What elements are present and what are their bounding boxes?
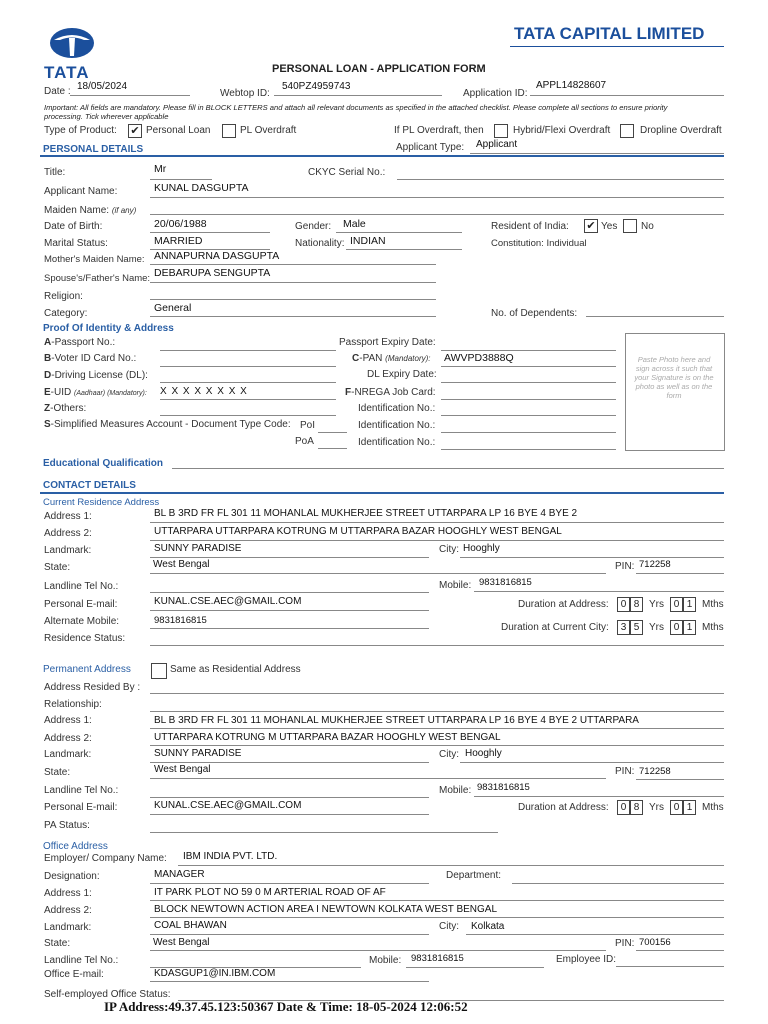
office-state-field[interactable]: West Bengal [153, 937, 210, 948]
yrs-label-2: Yrs [649, 622, 664, 633]
current-pin-field[interactable]: 712258 [639, 559, 671, 570]
resident-label: Resident of India: [491, 221, 569, 232]
office-city-field[interactable]: Kolkata [471, 921, 505, 932]
mother-name-label: Mother's Maiden Name: [44, 254, 145, 265]
category-field[interactable]: General [154, 302, 192, 314]
alt-mobile-label: Alternate Mobile: [44, 616, 120, 627]
dependents-field[interactable] [586, 316, 724, 317]
permanent-address-heading: Permanent Address [43, 664, 131, 675]
permanent-duration-mths-2[interactable]: 1 [683, 800, 696, 815]
voter-id-field[interactable] [160, 366, 336, 367]
current-address1-label: Address 1: [44, 511, 92, 522]
identification-field-1[interactable] [441, 415, 616, 416]
yrs-label-1: Yrs [649, 599, 664, 610]
resided-by-field[interactable] [150, 693, 724, 694]
nationality-label: Nationality: [295, 238, 345, 249]
passport-field[interactable] [160, 350, 336, 351]
self-employed-label: Self-employed Office Status: [44, 989, 171, 1000]
designation-field[interactable]: MANAGER [154, 869, 205, 880]
resided-by-label: Address Resided By : [44, 682, 141, 693]
office-pin-label: PIN: [615, 938, 635, 949]
dl-field[interactable] [160, 382, 336, 383]
applicant-name-field[interactable]: KUNAL DASGUPTA [154, 182, 249, 194]
company-name: TATA CAPITAL LIMITED [514, 24, 705, 43]
company-underline [510, 46, 724, 47]
ckyc-field[interactable] [397, 179, 724, 180]
permanent-landmark-field[interactable]: SUNNY PARADISE [154, 748, 242, 759]
identification-field-2[interactable] [441, 432, 616, 433]
permanent-state-field[interactable]: West Bengal [154, 764, 211, 775]
office-landline-label: Landline Tel No.: [44, 955, 119, 966]
duration-address-yrs-2[interactable]: 8 [630, 597, 643, 612]
spouse-name-label: Spouse's/Father's Name: [44, 273, 151, 284]
poi-field[interactable] [318, 432, 347, 433]
pan-label: C-PAN (Mandatory): [352, 353, 431, 364]
passport-expiry-label: Passport Expiry Date: [339, 337, 436, 348]
resident-no-label: No [641, 221, 654, 232]
office-address1-field[interactable]: IT PARK PLOT NO 59 0 M ARTERIAL ROAD OF AF [154, 887, 386, 898]
spouse-name-field[interactable]: DEBARUPA SENGUPTA [154, 267, 271, 279]
permanent-city-label: City: [439, 749, 459, 760]
personal-loan-label: Personal Loan [146, 125, 211, 136]
duration-city-label: Duration at Current City: [501, 622, 609, 633]
tata-logo [44, 26, 100, 82]
permanent-landmark-label: Landmark: [44, 749, 92, 760]
poi-label: PoI [300, 420, 316, 431]
contact-details-heading: CONTACT DETAILS [43, 480, 136, 491]
nrega-label: F-NREGA Job Card: [345, 387, 436, 398]
dob-field[interactable]: 20/06/1988 [154, 218, 207, 230]
resident-yes-checkbox[interactable]: ✔ [584, 219, 598, 233]
application-id-label: Application ID: [463, 88, 528, 99]
marital-label: Marital Status: [44, 238, 108, 249]
dob-label: Date of Birth: [44, 221, 103, 232]
duration-address-mths-1[interactable]: 0 [670, 597, 683, 612]
current-landmark-label: Landmark: [44, 545, 92, 556]
personal-details-heading: PERSONAL DETAILS [43, 144, 144, 155]
mths-label-3: Mths [702, 802, 724, 813]
dl-expiry-label: DL Expiry Date: [367, 369, 437, 380]
permanent-address2-field[interactable]: UTTARPARA KOTRUNG M UTTARPARA BAZAR HOOGHLY WEST BENGAL [154, 732, 501, 743]
alt-mobile-field[interactable]: 9831816815 [154, 615, 207, 626]
permanent-pin-field[interactable]: 712258 [639, 766, 671, 777]
religion-field[interactable] [150, 299, 436, 300]
current-address1-field[interactable]: BL B 3RD FR FL 301 11 MOHANLAL MUKHERJEE STREET UTTARPARA LP 16 BYE 4 BYE 2 [154, 508, 578, 519]
current-city-field[interactable]: Hooghly [463, 543, 500, 554]
pan-field[interactable]: AWVPD3888Q [444, 352, 514, 364]
personal-loan-checkbox[interactable]: ✔ [128, 124, 142, 138]
permanent-address2-label: Address 2: [44, 733, 92, 744]
employer-label: Employer/ Company Name: [44, 853, 167, 864]
permanent-city-field[interactable]: Hooghly [465, 748, 502, 759]
mths-label-2: Mths [702, 622, 724, 633]
identification-label-2: Identification No.: [358, 420, 436, 431]
dependents-label: No. of Dependents: [491, 308, 578, 319]
marital-field[interactable]: MARRIED [154, 235, 203, 247]
current-pin-label: PIN: [615, 561, 635, 572]
current-address2-label: Address 2: [44, 528, 92, 539]
resident-yes-label: Yes [601, 221, 618, 232]
department-label: Department: [446, 870, 502, 881]
hybrid-checkbox[interactable] [494, 124, 508, 138]
office-address1-label: Address 1: [44, 888, 92, 899]
dl-label: D-Driving License (DL): [44, 370, 148, 381]
relationship-field[interactable] [150, 711, 724, 712]
same-as-residential-label: Same as Residential Address [170, 664, 301, 675]
current-address2-field[interactable]: UTTARPARA UTTARPARA KOTRUNG M UTTARPARA BAZAR HOOGHLY WEST BENGAL [154, 526, 562, 537]
permanent-duration-yrs-2[interactable]: 8 [630, 800, 643, 815]
form-title: PERSONAL LOAN - APPLICATION FORM [272, 63, 486, 75]
instructions-note-2: processing. Tick wherever applicable [44, 112, 169, 121]
mths-label-1: Mths [702, 599, 724, 610]
uid-label: E-UID (Aadhaar) (Mandatory): [44, 387, 147, 398]
current-mobile-label: Mobile: [439, 580, 472, 591]
permanent-duration-yrs-1[interactable]: 0 [617, 800, 630, 815]
title-field[interactable]: Mr [154, 163, 167, 175]
title-label: Title: [44, 167, 66, 178]
office-address2-label: Address 2: [44, 905, 92, 916]
uid-field[interactable]: X X X X X X X X [160, 386, 248, 397]
duration-city-yrs-1[interactable]: 3 [617, 620, 630, 635]
applicant-type-label: Applicant Type: [396, 142, 465, 153]
current-landline-label: Landline Tel No.: [44, 581, 119, 592]
permanent-email-label: Personal E-mail: [44, 802, 118, 813]
employee-id-field[interactable] [616, 966, 724, 967]
product-label: Type of Product: [44, 125, 117, 136]
permanent-mobile-field[interactable]: 9831816815 [477, 782, 530, 793]
office-landmark-field[interactable]: COAL BHAWAN [154, 920, 227, 931]
designation-label: Designation: [44, 871, 100, 882]
date-field[interactable]: 18/05/2024 [77, 81, 128, 92]
office-state-label: State: [44, 938, 71, 949]
office-pin-field[interactable]: 700156 [639, 937, 671, 948]
office-landmark-label: Landmark: [44, 922, 92, 933]
department-field[interactable] [512, 883, 724, 884]
current-email-label: Personal E-mail: [44, 599, 118, 610]
current-email-field[interactable]: KUNAL.CSE.AEC@GMAIL.COM [154, 596, 302, 607]
current-address-heading: Current Residence Address [43, 497, 160, 508]
gender-field[interactable]: Male [343, 218, 366, 230]
education-field[interactable] [172, 468, 724, 469]
proof-heading: Proof Of Identity & Address [43, 323, 174, 334]
permanent-duration-label: Duration at Address: [518, 802, 609, 813]
passport-label: A-Passport No.: [44, 337, 116, 348]
same-as-residential-checkbox[interactable] [151, 663, 167, 679]
tata-emblem-icon [44, 26, 100, 60]
dropline-checkbox[interactable] [620, 124, 634, 138]
permanent-duration-mths-1[interactable]: 0 [670, 800, 683, 815]
employee-id-label: Employee ID: [556, 954, 617, 965]
gender-label: Gender: [295, 221, 332, 232]
duration-address-mths-2[interactable]: 1 [683, 597, 696, 612]
permanent-landline-label: Landline Tel No.: [44, 785, 119, 796]
duration-city-yrs-2[interactable]: 5 [630, 620, 643, 635]
maiden-name-label: Maiden Name: (if any) [44, 205, 137, 216]
date-label: Date : [44, 86, 71, 97]
permanent-address1-field[interactable]: BL B 3RD FR FL 301 11 MOHANLAL MUKHERJEE STREET UTTARPARA LP 16 BYE 4 BYE 2 UTTARPARA [154, 715, 639, 726]
current-state-label: State: [44, 562, 71, 573]
pl-overdraft-checkbox[interactable] [222, 124, 236, 138]
ckyc-label: CKYC Serial No.: [308, 167, 386, 178]
office-mobile-field[interactable]: 9831816815 [411, 953, 464, 964]
residence-status-field[interactable] [150, 645, 724, 646]
duration-city-mths-1[interactable]: 0 [670, 620, 683, 635]
permanent-address1-label: Address 1: [44, 715, 92, 726]
resident-no-checkbox[interactable] [623, 219, 637, 233]
poa-field[interactable] [318, 448, 347, 449]
religion-label: Religion: [44, 291, 83, 302]
office-city-label: City: [439, 921, 459, 932]
permanent-state-label: State: [44, 767, 71, 778]
office-email-field[interactable]: KDASGUP1@IN.IBM.COM [154, 968, 276, 979]
yrs-label-3: Yrs [649, 802, 664, 813]
webtop-field[interactable]: 540PZ4959743 [282, 81, 351, 92]
constitution: Constitution: Individual [491, 238, 587, 249]
current-state-field[interactable]: West Bengal [153, 559, 210, 570]
poa-label: PoA [295, 436, 314, 447]
office-email-label: Office E-mail: [44, 969, 104, 980]
nationality-field[interactable]: INDIAN [350, 235, 386, 247]
application-id-field[interactable]: APPL14828607 [536, 80, 607, 91]
dropline-label: Dropline Overdraft [640, 125, 722, 136]
identification-label-3: Identification No.: [358, 437, 436, 448]
current-mobile-field[interactable]: 9831816815 [479, 577, 532, 588]
others-label: Z-Others: [44, 403, 87, 414]
residence-status-label: Residence Status: [44, 633, 126, 644]
permanent-landline-field[interactable] [150, 797, 429, 798]
identification-field-3[interactable] [441, 449, 616, 450]
voter-id-label: B-Voter ID Card No.: [44, 353, 137, 364]
education-label: Educational Qualification [43, 458, 164, 469]
pl-overdraft-label: PL Overdraft [240, 125, 297, 136]
mother-name-field[interactable]: ANNAPURNA DASGUPTA [154, 250, 280, 262]
others-field[interactable] [160, 415, 336, 416]
tata-wordmark: TATA [44, 63, 90, 82]
webtop-label: Webtop ID: [220, 88, 270, 99]
applicant-name-label: Applicant Name: [44, 186, 118, 197]
identification-label-1: Identification No.: [358, 403, 436, 414]
employer-field[interactable]: IBM INDIA PVT. LTD. [183, 851, 278, 862]
passport-expiry-field[interactable] [441, 350, 616, 351]
photo-instructions: Paste Photo here and sign across it such that your Signature is on the photo as well as on the form [634, 355, 714, 400]
if-pl-label: If PL Overdraft, then [394, 125, 484, 136]
applicant-type-field[interactable]: Applicant [476, 139, 518, 150]
permanent-mobile-label: Mobile: [439, 785, 472, 796]
office-mobile-label: Mobile: [369, 955, 402, 966]
permanent-pin-label: PIN: [615, 766, 635, 777]
current-landmark-field[interactable]: SUNNY PARADISE [154, 543, 242, 554]
pa-status-field[interactable] [150, 832, 498, 833]
instructions-note: Important: All fields are mandatory. Please fill in BLOCK LETTERS and attach all relevant documents as specified in the attached checklist. Please complete all sections to ensure priority [44, 103, 668, 112]
hybrid-label: Hybrid/Flexi Overdraft [513, 125, 611, 136]
current-landline-field[interactable] [150, 592, 429, 593]
duration-address-label: Duration at Address: [518, 599, 609, 610]
relationship-label: Relationship: [44, 699, 102, 710]
duration-address-yrs-1[interactable]: 0 [617, 597, 630, 612]
dl-expiry-field[interactable] [441, 382, 616, 383]
sma-label: S-Simplified Measures Account - Document Type Code: [44, 419, 291, 430]
current-city-label: City: [439, 544, 459, 555]
category-label: Category: [44, 308, 88, 319]
duration-city-mths-2[interactable]: 1 [683, 620, 696, 635]
nrega-field[interactable] [441, 399, 616, 400]
maiden-name-field[interactable] [150, 214, 724, 215]
ip-footer: IP Address:49.37.45.123:50367 Date & Time: 18-05-2024 12:06:52 [104, 999, 468, 1014]
permanent-email-field[interactable]: KUNAL.CSE.AEC@GMAIL.COM [154, 800, 302, 811]
office-address2-field[interactable]: BLOCK NEWTOWN ACTION AREA I NEWTOWN KOLKATA WEST BENGAL [154, 904, 498, 915]
pa-status-label: PA Status: [44, 820, 90, 831]
office-address-heading: Office Address [43, 841, 108, 852]
